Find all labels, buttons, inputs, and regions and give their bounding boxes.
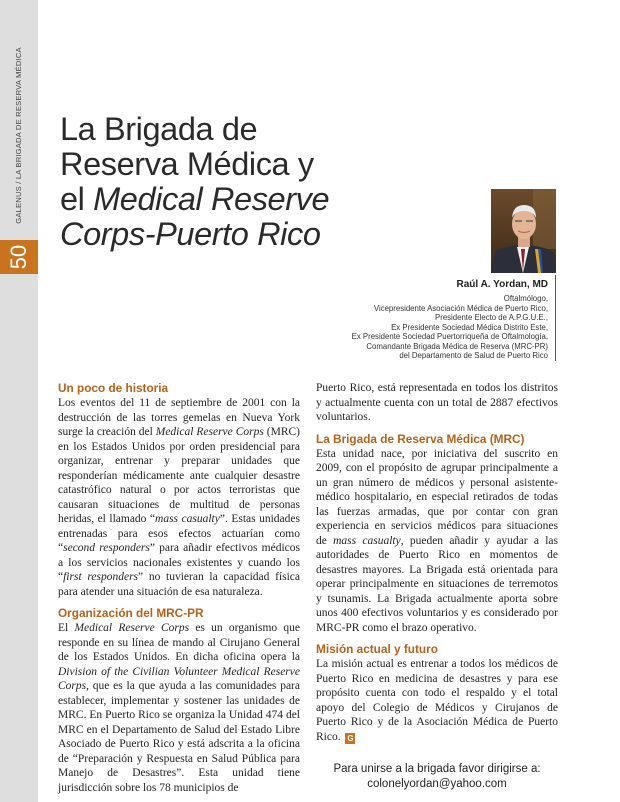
- contact-text: Para unirse a la brigada favor dirigirse a:: [333, 763, 541, 775]
- section-heading-mision: Misión actual y futuro: [316, 642, 438, 656]
- author-photo: [491, 189, 556, 273]
- article-title: La Brigada de Reserva Médica y el Medical Reserve Corps-Puerto Rico: [60, 111, 330, 252]
- contact-email[interactable]: colonelyordan@yahoo.com: [367, 778, 507, 790]
- section-heading-brigada: La Brigada de Reserva Médica (MRC): [316, 431, 525, 446]
- contact-block: [316, 762, 558, 792]
- page-number: 50: [5, 244, 31, 270]
- section-heading-historia: Un poco de historia: [58, 381, 169, 395]
- paragraph-organizacion: El Medical Reserve Corps es un organismo que responde en su línea de mando al Cirujano General de los Estados Unidos. En dicha oficina opera la Division of the Civilian Volunteer Medical Reserve Corps, que es la que ayuda a las comunidades para establecer, implementar y sostener las unidades de MRC. En Puerto Rico se organiza la Unidad 474 del MRC en el Departamento de Salud del Estado Libre Asociado de Puerto Rico y está adscrita a la oficina de “Preparación y Respuesta en Salud Pública para Manejo de Desastres”. Esta unidad tiene jurisdicción sobre los 78 municipios de: [58, 622, 300, 794]
- author-name: Raúl A. Yordan, MD: [456, 279, 548, 290]
- paragraph-mision: La misión actual es entrenar a todos los médicos de Puerto Rico en medicina de desastres y para ese propósito cuenta con todo el respaldo y el total apoyo del Colegio de Médicos y Cirujanos de Puerto Rico y de la Asociación Médica de Puerto Rico. G: [316, 658, 558, 743]
- left-column: [58, 381, 300, 795]
- right-column: [316, 381, 558, 792]
- end-mark-icon: G: [347, 733, 354, 743]
- paragraph-organizacion-continued: Puerto Rico, está representada en todos los distritos y actualmente cuenta con un total de 2887 efectivos voluntarios.: [316, 382, 558, 423]
- author-credentials: Oftalmólogo, Vicepresidente Asociación Médica de Puerto Rico, Presidente Electo de A.P.G.U.E., Ex Presidente Sociedad Médica Distrito Este, Ex Presidente Sociedad Puertorriqueña de Oftalmología, Comandante Brigada Médica de Reserva (MRC-PR) del Departamento de Salud de Puerto Rico: [351, 294, 548, 360]
- paragraph-brigada: Esta unidad nace, por iniciativa del suscrito en 2009, con el propósito de agrupar principalmente a un gran número de médicos y personal asistente-médico hospitalario, en especial retirados de todas las fuerzas armadas, que por contar con gran experiencia en servicios médicos para situaciones de mass casualty, pueden añadir y ayudar a las autoridades de Puerto Rico en momentos de desastres mayores. La Brigada está orientada para operar principalmente en situaciones de terremotos y tsunamis. La Brigada actualmente aporta sobre unos 400 efectivos voluntarios y es considerado por MRC-PR como el brazo operativo.: [316, 447, 558, 634]
- running-head: GALENUS / LA BRIGADA DE RESERVA MÉDICA: [13, 46, 23, 224]
- credential-divider: [555, 275, 556, 361]
- section-heading-organizacion: Organización del MRC-PR: [58, 606, 204, 620]
- paragraph-historia: Los eventos del 11 de septiembre de 2001 con la destrucción de las torres gemelas en Nueva York surge la creación del Medical Reserve Corps (MRC) en los Estados Unidos por orden presidencial para organizar, entrenar y preparar unidades que responderían médicamente ante cualquier desastre catastrófico natural o por actos terroristas que causaran situaciones de multitud de personas heridas, el llamado “mass casualty”. Estas unidades entrenadas para esos efectos actuarían como “second responders” para añadir efectivos médicos a los servicios nacionales existentes y cuando los “first responders” no tuvieran la capacidad física para atender una situación de esa naturaleza.: [58, 397, 300, 598]
